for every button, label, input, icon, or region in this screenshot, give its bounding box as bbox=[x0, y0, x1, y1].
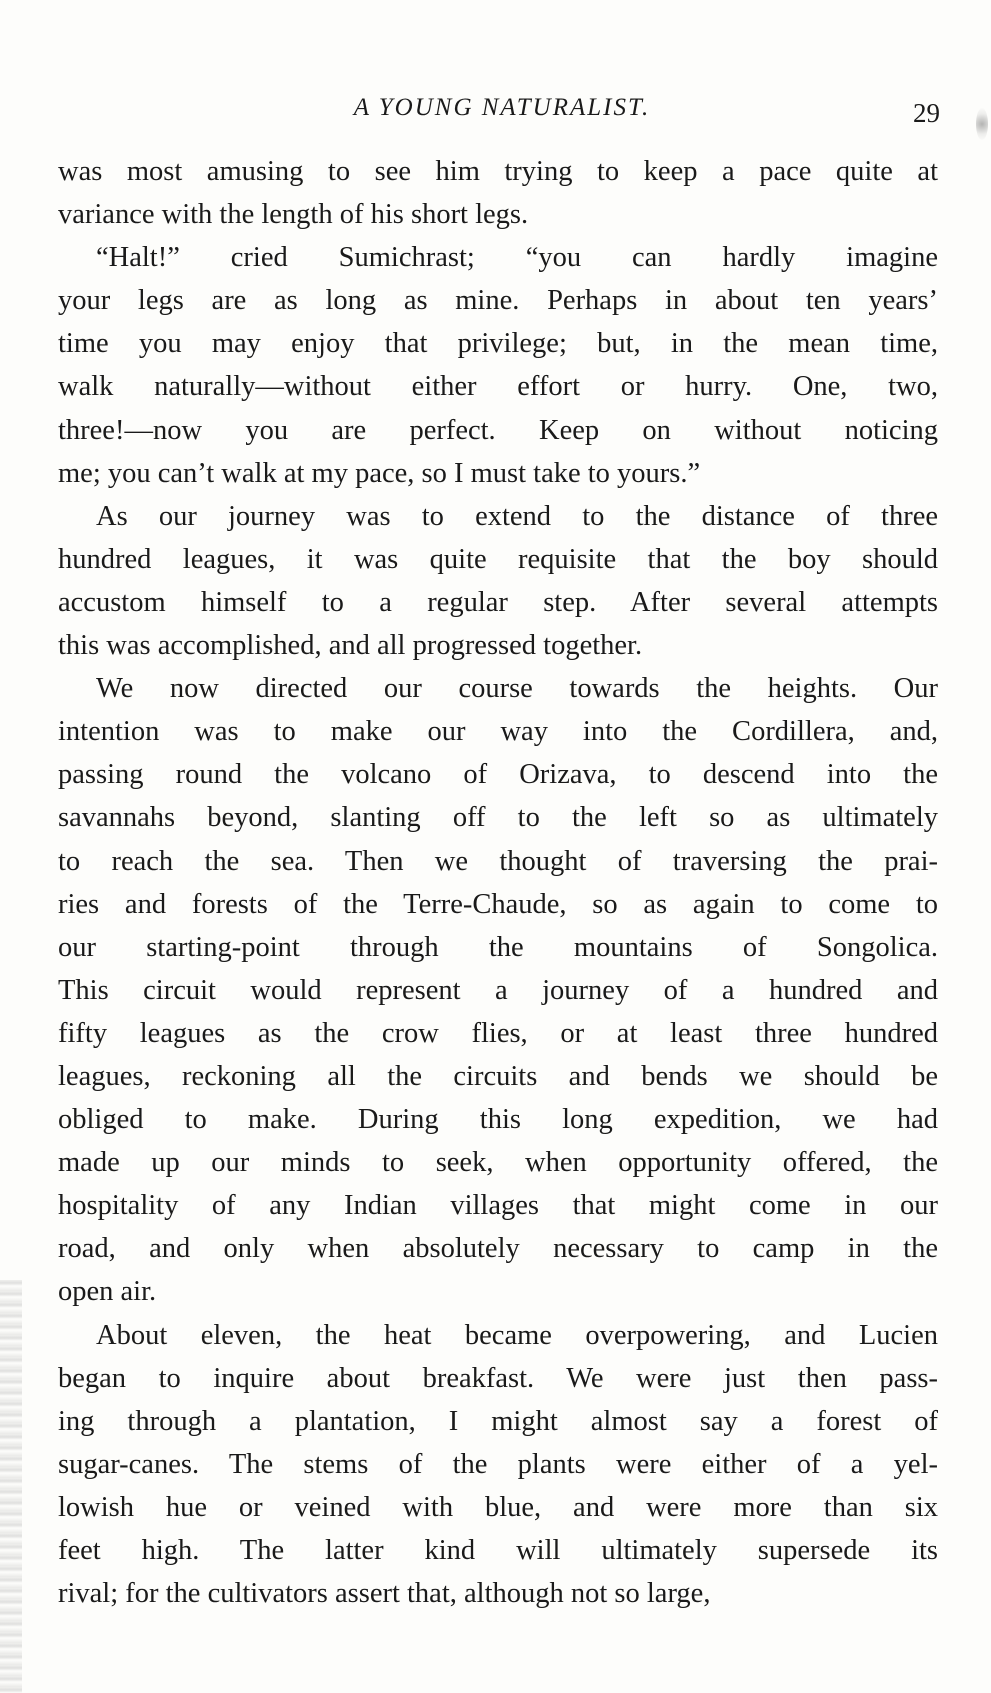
text-line: open air. bbox=[58, 1276, 157, 1308]
text-line: passing round the volcano of Orizava, to descend into the bbox=[58, 759, 938, 791]
text-line: About eleven, the heat became overpowering, and Lucien bbox=[96, 1319, 938, 1351]
text-line: We now directed our course towards the heights. Our bbox=[96, 673, 938, 705]
paragraph bbox=[58, 150, 938, 236]
text-line: began to inquire about breakfast. We were just then pass- bbox=[58, 1362, 938, 1394]
text-line: me; you can’t walk at my pace, so I must take to yours.” bbox=[58, 457, 701, 489]
paragraph bbox=[58, 495, 938, 667]
text-line: rival; for the cultivators assert that, although not so large, bbox=[58, 1578, 711, 1610]
paragraph bbox=[58, 667, 938, 1313]
text-line: leagues, reckoning all the circuits and bends we should be bbox=[58, 1060, 938, 1092]
text-line: ries and forests of the Terre-Chaude, so as again to come to bbox=[58, 888, 938, 920]
text-line: obliged to make. During this long expedition, we had bbox=[58, 1104, 938, 1136]
text-line: variance with the length of his short legs. bbox=[58, 199, 529, 231]
text-line: hundred leagues, it was quite requisite that the boy should bbox=[58, 543, 938, 575]
text-line: three!—now you are perfect. Keep on without noticing bbox=[58, 414, 938, 446]
running-title: A YOUNG NATURALIST. bbox=[353, 94, 651, 121]
text-line: time you may enjoy that privilege; but, in the mean time, bbox=[58, 328, 938, 360]
paragraph bbox=[58, 1314, 938, 1616]
text-line: fifty leagues as the crow flies, or at least three hundred bbox=[58, 1017, 938, 1049]
running-header bbox=[64, 92, 940, 132]
text-line: sugar-canes. The stems of the plants were either of a yel- bbox=[58, 1448, 938, 1480]
body-text bbox=[58, 150, 938, 1615]
text-line: savannahs beyond, slanting off to the left so as ultimately bbox=[58, 802, 938, 834]
text-line: our starting-point through the mountains of Songolica. bbox=[58, 931, 938, 963]
text-line: this was accomplished, and all progressed together. bbox=[58, 630, 643, 662]
text-line: feet high. The latter kind will ultimately supersede its bbox=[58, 1535, 938, 1566]
text-line: made up our minds to seek, when opportunity offered, the bbox=[58, 1147, 938, 1179]
text-line: hospitality of any Indian villages that might come in our bbox=[58, 1190, 938, 1222]
text-line: your legs are as long as mine. Perhaps in about ten years’ bbox=[58, 285, 938, 317]
text-line: “Halt!” cried Sumichrast; “you can hardly imagine bbox=[96, 242, 938, 274]
paragraph bbox=[58, 236, 938, 495]
text-line: accustom himself to a regular step. After several attempts bbox=[58, 586, 938, 618]
text-line: walk naturally—without either effort or hurry. One, two, bbox=[58, 371, 938, 403]
ink-blot bbox=[976, 108, 988, 140]
text-line: intention was to make our way into the Cordillera, and, bbox=[58, 716, 938, 748]
text-line: road, and only when absolutely necessary to camp in the bbox=[58, 1233, 938, 1265]
text-line: to reach the sea. Then we thought of traversing the prai- bbox=[58, 845, 938, 877]
text-line: was most amusing to see him trying to keep a pace quite at bbox=[58, 156, 938, 187]
text-line: ing through a plantation, I might almost say a forest of bbox=[58, 1405, 938, 1437]
page-number: 29 bbox=[913, 98, 940, 128]
text-line: lowish hue or veined with blue, and were more than six bbox=[58, 1491, 938, 1523]
text-line: As our journey was to extend to the distance of three bbox=[96, 500, 938, 532]
page-edge-shadow bbox=[0, 1280, 22, 1693]
text-line: This circuit would represent a journey of a hundred and bbox=[58, 974, 938, 1006]
